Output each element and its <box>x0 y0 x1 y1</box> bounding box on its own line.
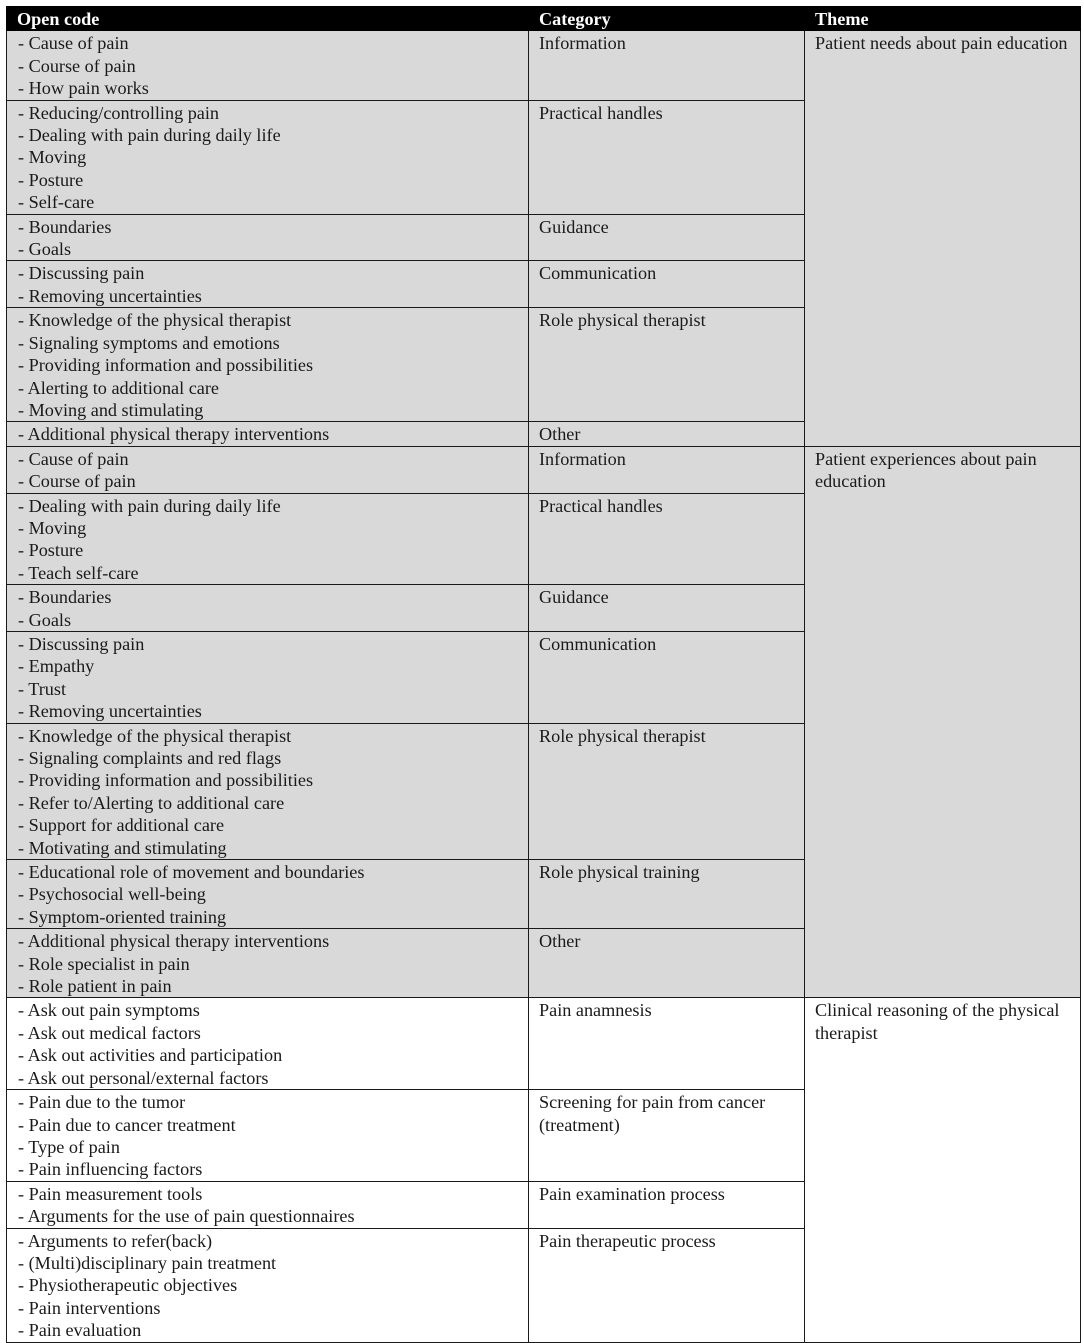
open-code-item: - Teach self-care <box>18 562 139 583</box>
open-code-item: - Boundaries <box>18 216 112 237</box>
open-code-item: - Additional physical therapy interventions <box>18 931 330 952</box>
open-code-cell <box>7 261 529 308</box>
table-row <box>7 31 1081 100</box>
open-code-item: - Pain due to cancer treatment <box>18 1114 236 1135</box>
open-code-item: - Pain interventions <box>18 1297 161 1318</box>
open-code-cell <box>7 1090 529 1182</box>
open-code-item: - Additional physical therapy interventions <box>18 424 330 445</box>
open-code-item: - Signaling symptoms and emotions <box>18 332 280 353</box>
category-cell: Communication <box>529 631 805 723</box>
open-code-cell <box>7 100 529 214</box>
open-code-item: - Signaling complaints and red flags <box>18 748 282 768</box>
open-code-item: - Motivating and stimulating <box>18 837 227 858</box>
open-code-item: - Ask out pain symptoms <box>18 1000 200 1021</box>
category-cell: Practical handles <box>529 493 805 585</box>
open-code-cell <box>7 1228 529 1342</box>
table-row <box>7 446 1081 493</box>
open-code-item: - Role patient in pain <box>18 976 172 997</box>
open-code-item: - Discussing pain <box>18 633 145 654</box>
open-code-item: - Type of pain <box>18 1136 120 1157</box>
open-code-item: - Self-care <box>18 192 95 213</box>
open-code-item: - Empathy <box>18 656 95 677</box>
table-row <box>7 998 1081 1090</box>
open-code-cell <box>7 1181 529 1228</box>
theme-group <box>7 446 1081 998</box>
open-code-item: - Moving <box>18 147 87 168</box>
header-theme: Theme <box>805 7 1081 31</box>
open-code-item: - Educational role of movement and boundaries <box>18 862 365 883</box>
open-code-cell <box>7 929 529 998</box>
open-code-cell <box>7 31 529 100</box>
category-cell: Information <box>529 446 805 493</box>
open-code-item: - Role specialist in pain <box>18 953 190 974</box>
open-code-item: - Posture <box>18 540 84 561</box>
category-cell: Role physical therapist <box>529 308 805 422</box>
open-code-item: - Arguments to refer(back) <box>18 1230 213 1251</box>
theme-cell: Patient needs about pain education <box>805 31 1081 446</box>
theme-cell: Clinical reasoning of the physical therapist <box>805 998 1081 1342</box>
open-code-item: - Pain influencing factors <box>18 1159 203 1180</box>
open-code-item: - Boundaries <box>18 587 112 608</box>
category-cell: Other <box>529 422 805 446</box>
open-code-item: - Discussing pain <box>18 263 145 284</box>
open-code-cell <box>7 860 529 929</box>
header-row <box>7 7 1081 31</box>
open-code-item: - Arguments for the use of pain questionnaires <box>18 1206 355 1227</box>
open-code-item: - Moving and stimulating <box>18 399 204 420</box>
open-code-item: - Dealing with pain during daily life <box>18 125 281 146</box>
open-code-item: - Knowledge of the physical therapist <box>18 310 292 331</box>
open-code-cell <box>7 446 529 493</box>
open-code-item: - Pain evaluation <box>18 1320 142 1341</box>
header-category: Category <box>529 7 805 31</box>
open-code-item: - Providing information and possibilities <box>18 355 314 376</box>
category-cell: Pain therapeutic process <box>529 1228 805 1342</box>
category-cell: Practical handles <box>529 100 805 214</box>
open-code-item: - Dealing with pain during daily life <box>18 495 281 516</box>
open-code-item: - Moving <box>18 517 87 538</box>
category-cell: Pain anamnesis <box>529 998 805 1090</box>
open-code-cell <box>7 308 529 422</box>
open-code-item: - Trust <box>18 678 67 699</box>
open-code-item: - Cause of pain <box>18 448 129 469</box>
open-code-cell <box>7 214 529 261</box>
open-code-item: - Knowledge of the physical therapist <box>18 725 292 746</box>
open-code-cell <box>7 723 529 859</box>
open-code-item: - Physiotherapeutic objectives <box>18 1275 238 1296</box>
category-cell: Guidance <box>529 585 805 632</box>
theme-group <box>7 31 1081 446</box>
open-code-item: - Ask out personal/external factors <box>18 1067 269 1088</box>
open-code-item: - Course of pain <box>18 471 136 492</box>
open-code-cell <box>7 422 529 446</box>
open-code-item: - Psychosocial well-being <box>18 884 206 905</box>
open-code-cell <box>7 493 529 585</box>
open-code-item: - Providing information and possibilities <box>18 770 314 791</box>
open-code-cell <box>7 998 529 1090</box>
open-code-item: - Refer to/Alerting to additional care <box>18 792 285 813</box>
open-code-item: - Pain due to the tumor <box>18 1092 186 1113</box>
open-code-item: - Symptom-oriented training <box>18 906 227 927</box>
open-code-item: - Removing uncertainties <box>18 285 202 306</box>
open-code-item: - Support for additional care <box>18 815 225 836</box>
category-cell: Role physical training <box>529 860 805 929</box>
open-code-item: - Alerting to additional care <box>18 377 220 398</box>
open-code-item: - Pain measurement tools <box>18 1183 203 1204</box>
table-header <box>7 7 1081 31</box>
open-code-item: - Posture <box>18 169 84 190</box>
open-code-item: - Reducing/controlling pain <box>18 102 220 123</box>
theme-cell: Patient experiences about pain education <box>805 446 1081 998</box>
open-code-item: - Ask out medical factors <box>18 1022 201 1043</box>
category-cell: Information <box>529 31 805 100</box>
open-code-item: - Goals <box>18 239 72 260</box>
category-cell: Other <box>529 929 805 998</box>
open-code-item: - How pain works <box>18 78 149 99</box>
header-open-code: Open code <box>7 7 529 31</box>
open-code-cell <box>7 585 529 632</box>
open-code-item: - (Multi)disciplinary pain treatment <box>18 1252 277 1273</box>
category-cell: Screening for pain from cancer (treatment) <box>529 1090 805 1182</box>
open-code-item: - Removing uncertainties <box>18 701 202 722</box>
coding-table <box>6 6 1081 1343</box>
theme-group <box>7 998 1081 1342</box>
category-cell: Role physical therapist <box>529 723 805 859</box>
category-cell: Communication <box>529 261 805 308</box>
open-code-item: - Ask out activities and participation <box>18 1045 283 1066</box>
open-code-cell <box>7 631 529 723</box>
category-cell: Guidance <box>529 214 805 261</box>
open-code-item: - Course of pain <box>18 55 136 76</box>
open-code-item: - Cause of pain <box>18 33 129 54</box>
category-cell: Pain examination process <box>529 1181 805 1228</box>
open-code-item: - Goals <box>18 609 72 630</box>
